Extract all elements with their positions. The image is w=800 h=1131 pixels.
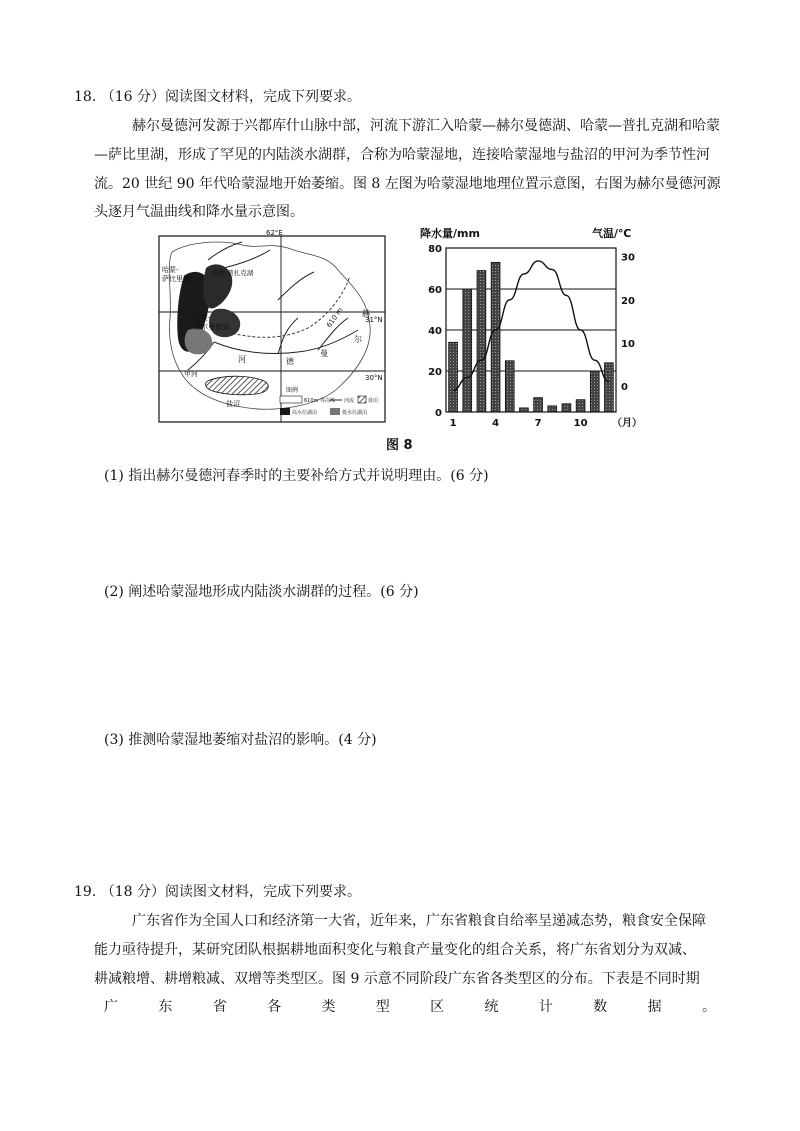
legend-salt-text: 盐沼 [368, 398, 379, 404]
map-label-salt-marsh: 盐沼 [226, 400, 240, 408]
chart-xlabel: （月） [612, 418, 642, 429]
q19-spread-char: 类 [321, 999, 336, 1015]
precip-bar [534, 398, 543, 412]
q18-sub-question-2: (2) 阐述哈蒙湿地形成内陆淡水湖群的过程。(6 分) [104, 584, 419, 600]
figure-caption: 图 8 [386, 438, 413, 453]
salt-marsh [206, 376, 269, 395]
chart-x-tick-label: 1 [449, 418, 457, 429]
q18-para-line-2: —萨比里湖，形成了罕见的内陆淡水湖群，合称为哈蒙湿地，连接哈蒙湿地与盐沼的甲河为季节性河 [94, 147, 710, 163]
map-river-char-1: 赫 [362, 309, 370, 318]
precip-bar [477, 271, 486, 412]
chart-y-tick-label: 60 [428, 285, 442, 296]
precip-bar [505, 361, 514, 412]
q19-para-line-2: 能力亟待提升，某研究团队根据耕地面积变化与粮食产量变化的组合关系，将广东省划分为双减、 [94, 942, 696, 958]
chart-ylabel: 降水量/mm [420, 227, 480, 240]
wetland-location-map [158, 230, 388, 426]
precip-bar [463, 289, 472, 412]
q18-sub-question-3: (3) 推测哈蒙湿地萎缩对盐沼的影响。(4 分) [104, 732, 377, 748]
q19-para-line-4 [104, 997, 716, 1017]
q18-header: 18. （16 分）阅读图文材料，完成下列要求。 [74, 89, 361, 105]
q18-para-line-3: 流。20 世纪 90 年代哈蒙湿地开始萎缩。图 8 左图为哈蒙湿地地理位置示意图，右图为赫尔曼德河源 [94, 176, 721, 192]
chart-y-tick-label: 0 [435, 408, 442, 419]
legend-low-lake-text: 低水位湖泊 [342, 410, 368, 416]
map-lat-30-label: 30°N [365, 374, 383, 382]
map-label-saberi-2: 萨比里湖 [162, 275, 190, 283]
q19-spread-char: 广 [104, 999, 118, 1015]
precip-bar [449, 342, 458, 412]
q19-spread-char: 东 [158, 999, 173, 1015]
chart-y2-tick-label: 10 [621, 338, 635, 350]
legend-low-lake-swatch [330, 408, 340, 415]
map-river-char-2: 尔 [354, 335, 362, 344]
chart-y2-tick-label: 30 [621, 252, 635, 264]
precip-bar [548, 406, 557, 412]
legend-high-lake-text: 高水位湖泊 [292, 410, 318, 416]
precip-bar [491, 262, 500, 412]
map-label-helmand-1: 哈蒙- [194, 314, 211, 322]
q19-spread-char: 各 [267, 999, 282, 1015]
legend-contour-text: 610m 等高线 [304, 398, 336, 404]
map-river-char-5: 河 [238, 355, 246, 364]
map-lat-31-label: 31°N [365, 316, 383, 324]
precip-bar [576, 400, 585, 412]
map-label-puzak: 哈蒙-普扎克湖 [212, 269, 254, 277]
precip-bar [605, 363, 614, 412]
q19-para-line-3: 耕减粮增、耕增粮减、双增等类型区。图 9 示意不同阶段广东省各类型区的分布。下表是不同时期 [94, 971, 700, 987]
q18-para-line-1: 赫尔曼德河发源于兴都库什山脉中部，河流下游汇入哈蒙—赫尔曼德湖、哈蒙—普扎克湖和哈蒙 [132, 118, 720, 134]
q19-spread-char: 。 [701, 999, 716, 1015]
map-lon-label: 62°E [266, 230, 283, 237]
q19-spread-char: 据 [647, 999, 662, 1015]
precip-bar [562, 404, 571, 412]
map-label-saberi-1: 哈蒙- [162, 266, 179, 274]
chart-y-tick-label: 80 [428, 244, 442, 255]
map-river-char-4: 德 [286, 357, 294, 366]
precip-bar [520, 408, 529, 412]
precip-bar [590, 371, 599, 412]
map-river-char-3: 曼 [320, 349, 328, 358]
legend-title: 图例 [286, 387, 299, 394]
q19-spread-char: 省 [212, 999, 227, 1015]
q19-spread-char: 数 [593, 999, 608, 1015]
chart-y2-tick-label: 20 [621, 295, 635, 307]
chart-y-tick-label: 40 [428, 326, 442, 337]
map-label-contour: 610 m [325, 306, 345, 330]
q19-spread-char: 型 [375, 999, 390, 1015]
q19-header: 19. （18 分）阅读图文材料，完成下列要求。 [74, 884, 361, 900]
chart-x-tick-label: 4 [492, 418, 500, 429]
legend-contour-swatch [280, 396, 302, 403]
chart-x-tick-label: 10 [573, 418, 588, 429]
legend-high-lake-swatch [280, 408, 290, 415]
map-label-jia-river: 甲河 [184, 370, 198, 378]
q18-para-line-4: 头逐月气温曲线和降水量示意图。 [94, 204, 304, 220]
q19-para-line-1: 广东省作为全国人口和经济第一大省，近年来，广东省粮食自给率呈递减态势，粮食安全保障 [132, 913, 706, 929]
legend-river-text: 河流 [344, 398, 355, 404]
legend-salt-swatch [358, 396, 366, 403]
q19-spread-char: 统 [484, 999, 499, 1015]
chart-y2label: 气温/℃ [592, 227, 632, 240]
chart-y2-tick-label: 0 [621, 382, 628, 394]
q19-spread-char: 区 [430, 999, 445, 1015]
chart-y-tick-label: 20 [428, 367, 442, 378]
climate-chart [420, 226, 646, 432]
map-label-helmand-2: 赫尔曼德湖 [194, 323, 229, 331]
q18-sub-question-1: (1) 指出赫尔曼德河春季时的主要补给方式并说明理由。(6 分) [104, 468, 489, 484]
q19-spread-char: 计 [538, 999, 553, 1015]
chart-x-tick-label: 7 [534, 418, 542, 429]
